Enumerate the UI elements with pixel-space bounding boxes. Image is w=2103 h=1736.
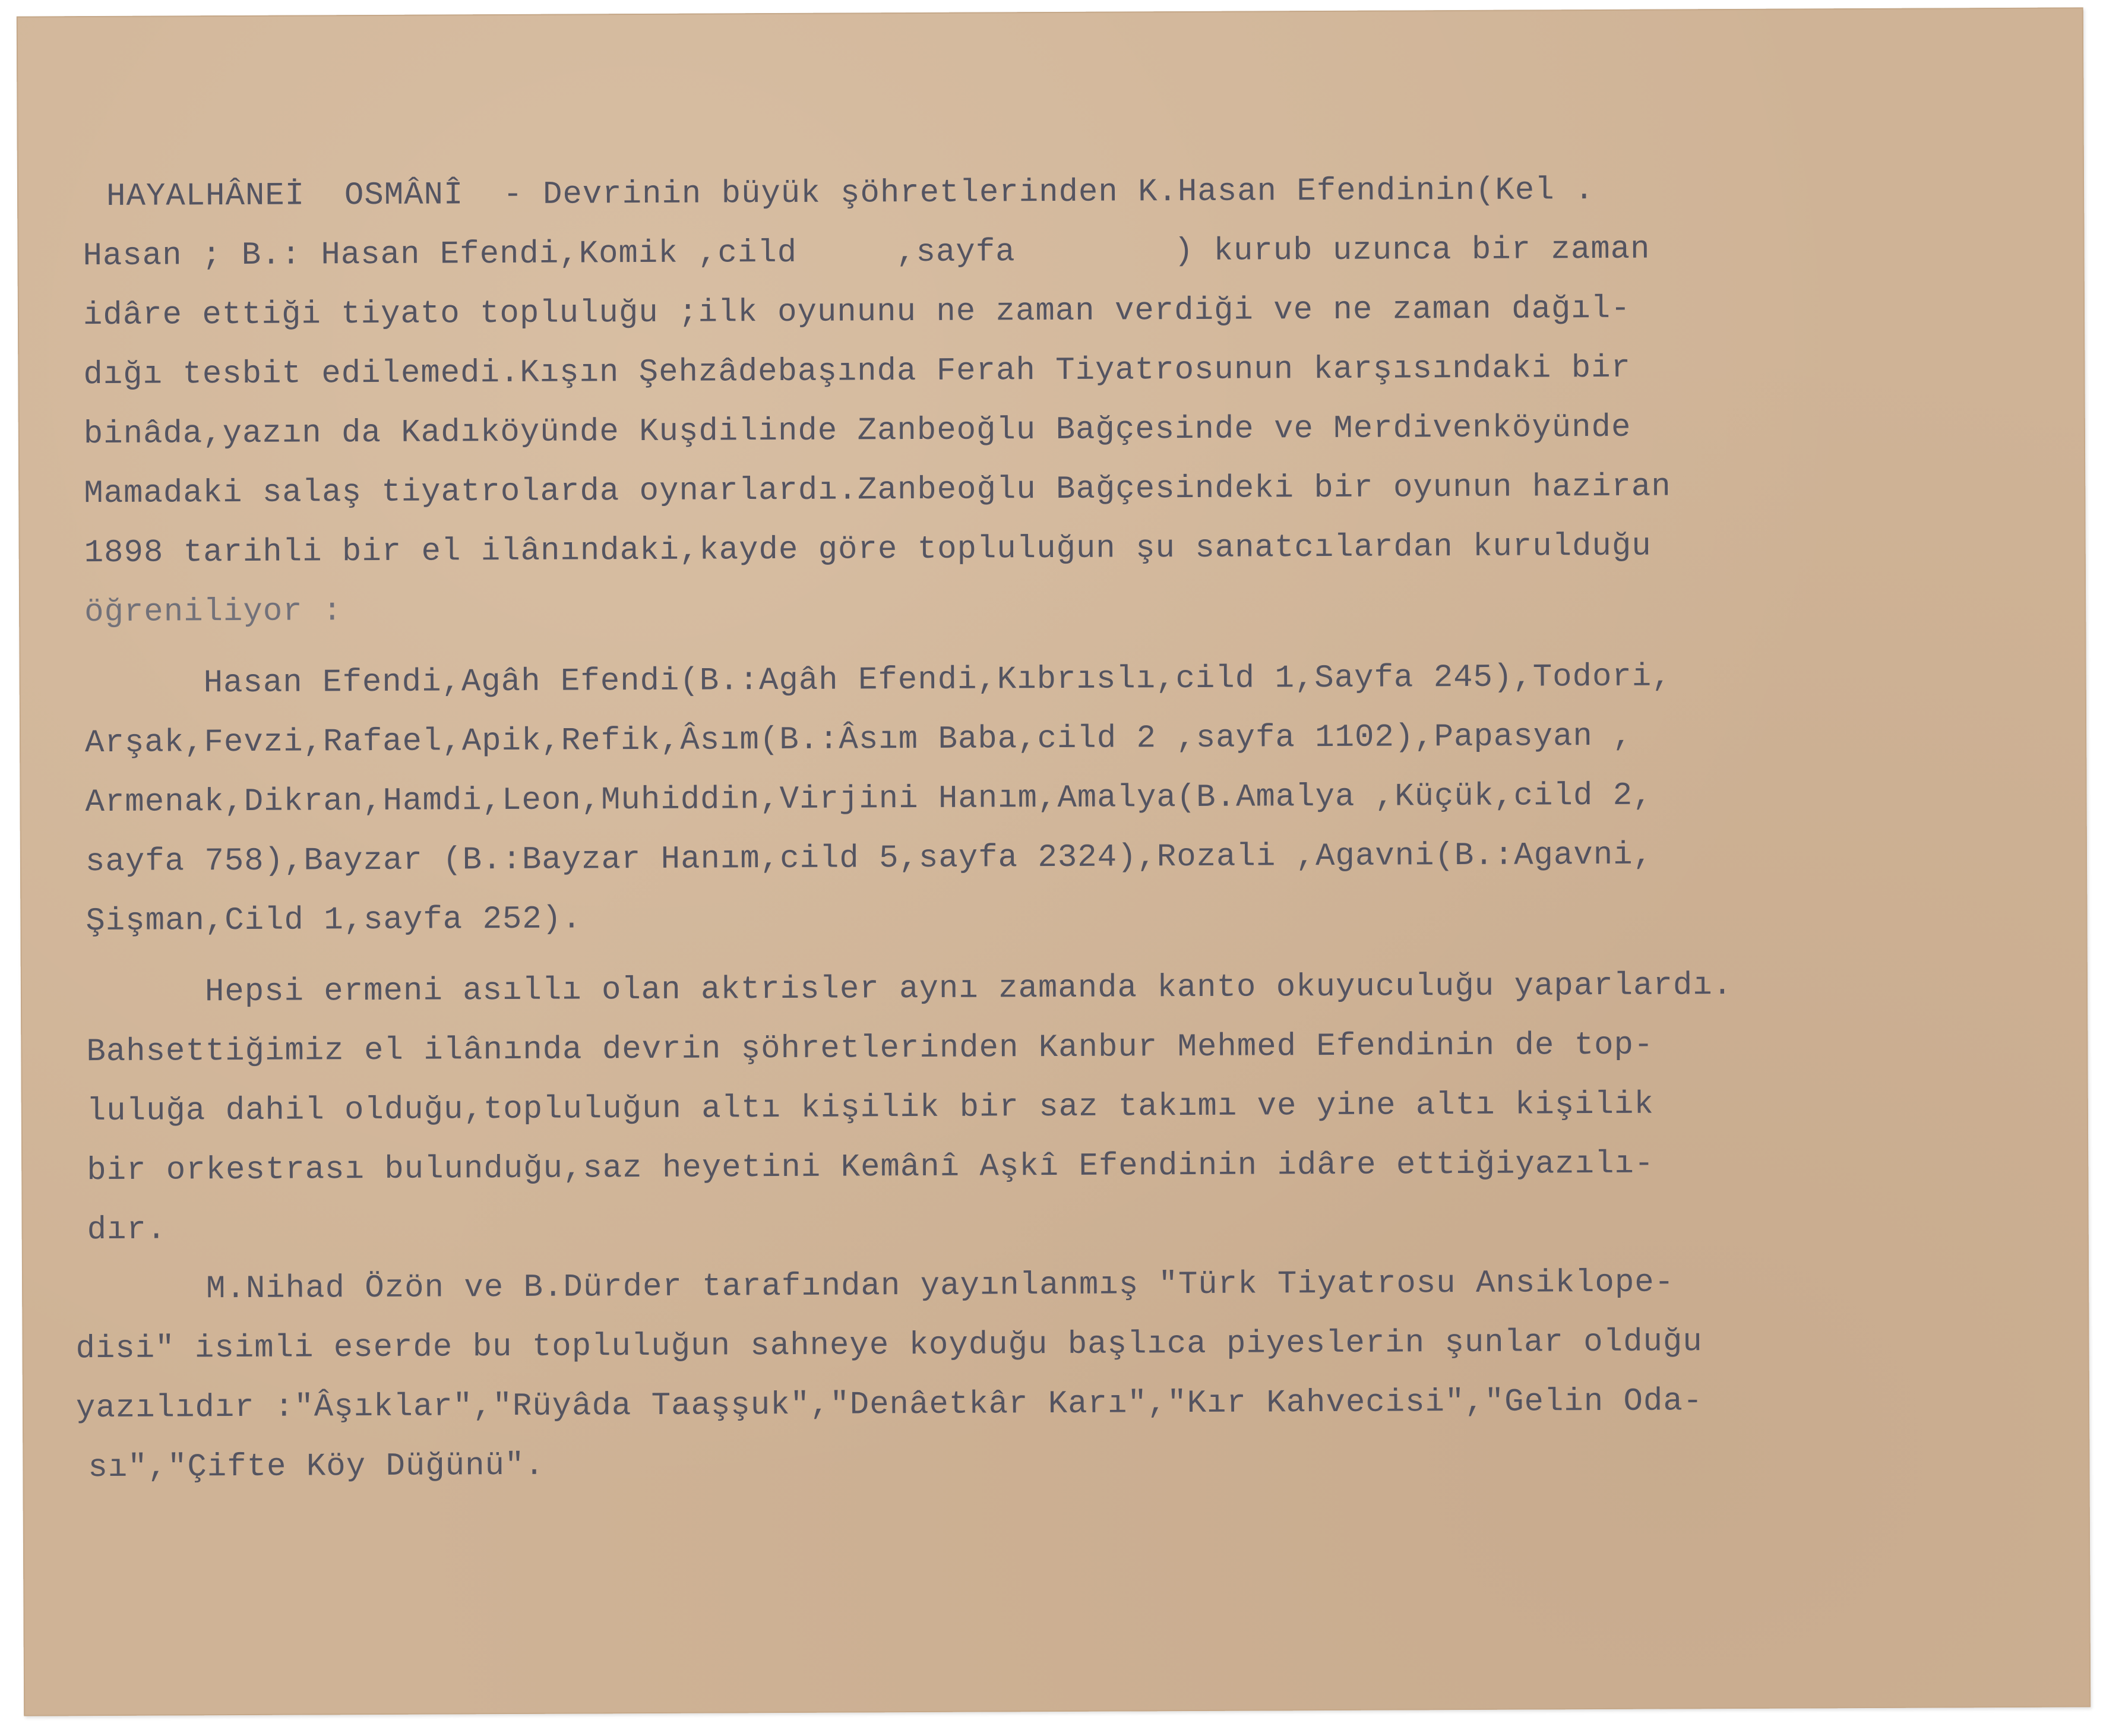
text-line: sı","Çifte Köy Düğünü". xyxy=(88,1447,545,1487)
text-line: Hasan ; B.: Hasan Efendi,Komik ,cild ,sayfa ) kurub uzunca bir zaman xyxy=(83,231,1650,275)
text-line: disi" isimli eserde bu topluluğun sahneye koyduğu başlıca piyeslerin şunlar olduğu xyxy=(75,1324,1703,1368)
text-line: idâre ettiği tiyato topluluğu ;ilk oyununu ne zaman verdiği ve ne zaman dağıl- xyxy=(83,290,1631,334)
text-line: HAYALHÂNEİ OSMÂNÎ - Devrinin büyük şöhretlerinden K.Hasan Efendinin(Kel . xyxy=(106,172,1595,215)
text-line: Arşak,Fevzi,Rafael,Apik,Refik,Âsım(B.:Âsım Baba,cild 2 ,sayfa 1102),Papasyan , xyxy=(84,718,1633,762)
text-line: sayfa 758),Bayzar (B.:Bayzar Hanım,cild 5,sayfa 2324),Rozali ,Agavni(B.:Agavni, xyxy=(85,837,1653,881)
text-line: öğreniliyor : xyxy=(84,593,343,631)
text-line: dır. xyxy=(87,1212,167,1249)
text-line: Şişman,Cild 1,sayfa 252). xyxy=(86,901,582,940)
paragraph-members xyxy=(84,646,2081,951)
paragraph-plays xyxy=(75,1251,2084,1497)
text-line: dığı tesbit edilemedi.Kışın Şehzâdebaşında Ferah Tiyatrosunun karşısındaki bir xyxy=(83,350,1631,394)
text-line: yazılıdır :"Âşıklar","Rüyâda Taaşşuk","Denâetkâr Karı","Kır Kahvecisi","Gelin Oda- xyxy=(75,1383,1703,1427)
text-line: 1898 tarihli bir el ilânındaki,kayde göre topluluğun şu sanatcılardan kurulduğu xyxy=(84,528,1652,572)
text-line: Hasan Efendi,Agâh Efendi(B.:Agâh Efendi,Kıbrıslı,cild 1,Sayfa 245),Todori, xyxy=(203,659,1672,702)
paragraph-intro xyxy=(83,159,2080,642)
typewritten-page xyxy=(17,7,2091,1716)
text-line: M.Nihad Özön ve B.Dürder tarafından yayınlanmış "Türk Tiyatrosu Ansiklope- xyxy=(205,1264,1675,1308)
text-line: bir orkestrası bulunduğu,saz heyetini Kemânî Aşkî Efendinin idâre ettiğiyazılı- xyxy=(87,1146,1655,1190)
text-line: Mamadaki salaş tiyatrolarda oynarlardı.Zanbeoğlu Bağçesindeki bir oyunun haziran xyxy=(84,469,1671,513)
text-line: Armenak,Dikran,Hamdi,Leon,Muhiddin,Virjini Hanım,Amalya(B.Amalya ,Küçük,cild 2, xyxy=(85,777,1653,821)
document-body xyxy=(75,159,2084,1497)
text-line: Hepsi ermeni asıllı olan aktrisler aynı zamanda kanto okuyuculuğu yaparlardı. xyxy=(204,967,1733,1011)
text-line: luluğa dahil olduğu,topluluğun altı kişilik bir saz takımı ve yine altı kişilik xyxy=(86,1086,1654,1130)
text-line: Bahsettiğimiz el ilânında devrin şöhretlerinden Kanbur Mehmed Efendinin de top- xyxy=(86,1027,1654,1071)
text-line: binâda,yazın da Kadıköyünde Kuşdilinde Zanbeoğlu Bağçesinde ve Merdivenköyünde xyxy=(83,409,1631,453)
paragraph-actresses xyxy=(86,954,2083,1260)
